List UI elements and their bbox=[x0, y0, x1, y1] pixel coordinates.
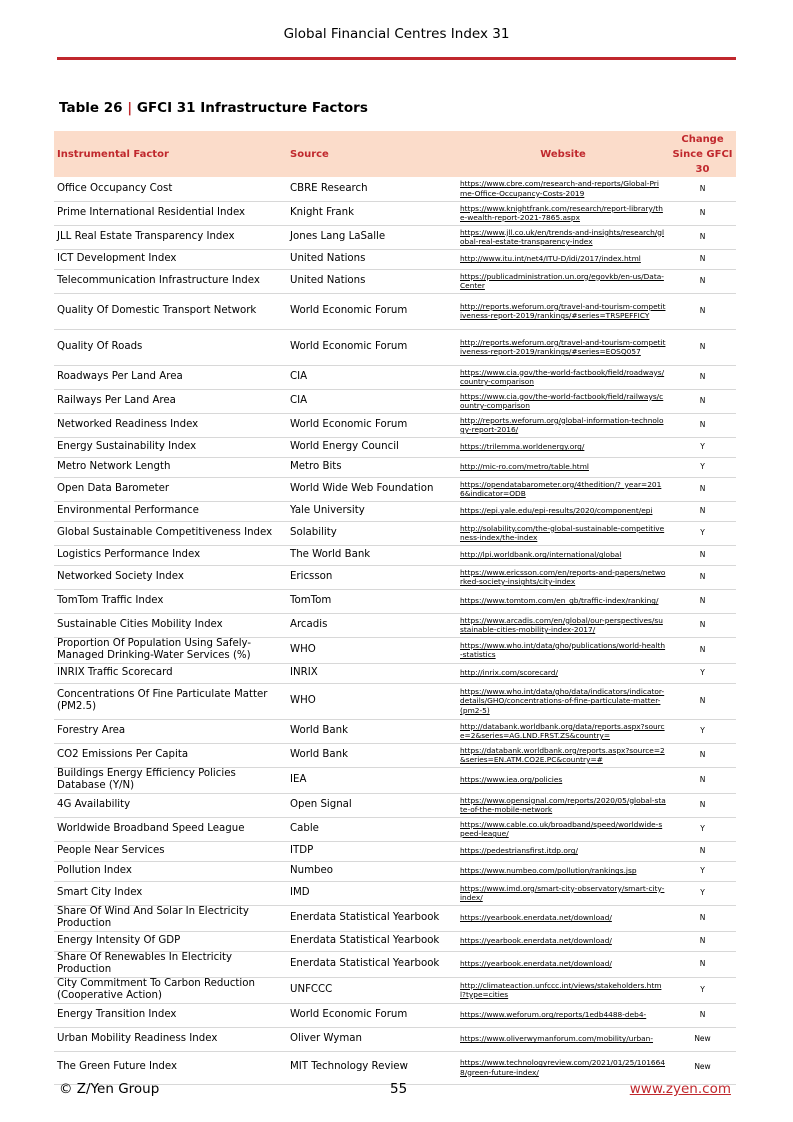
website-link[interactable]: http://reports.weforum.org/travel-and-tourism-competitiveness-report-2019/rankings/#series=EOSQ057 bbox=[457, 329, 669, 365]
table-row bbox=[54, 663, 736, 683]
website-link[interactable]: http://reports.weforum.org/global-information-technology-report-2016/ bbox=[457, 413, 669, 437]
website-link[interactable]: https://databank.worldbank.org/reports.aspx?source=2&series=EN.ATM.CO2E.PC&country=# bbox=[457, 743, 669, 767]
table-row bbox=[54, 225, 736, 249]
factor-cell: Share Of Renewables In Electricity Production bbox=[54, 951, 287, 977]
source-cell: World Energy Council bbox=[287, 437, 457, 457]
column-header-factor: Instrumental Factor bbox=[54, 131, 287, 177]
table-row bbox=[54, 389, 736, 413]
source-cell: IEA bbox=[287, 767, 457, 793]
table-row bbox=[54, 293, 736, 329]
source-cell: The World Bank bbox=[287, 545, 457, 565]
table-row bbox=[54, 743, 736, 767]
change-cell: Y bbox=[669, 881, 736, 905]
change-cell: Y bbox=[669, 861, 736, 881]
factor-cell: TomTom Traffic Index bbox=[54, 589, 287, 613]
website-link[interactable]: https://www.technologyreview.com/2021/01/25/1016648/green-future-index/ bbox=[457, 1051, 669, 1084]
column-header-change: Change Since GFCI 30 bbox=[669, 131, 736, 177]
source-cell: Metro Bits bbox=[287, 457, 457, 477]
website-link[interactable]: https://www.oliverwymanforum.com/mobility/urban- bbox=[457, 1027, 669, 1051]
source-cell: United Nations bbox=[287, 269, 457, 293]
factor-cell: INRIX Traffic Scorecard bbox=[54, 663, 287, 683]
website-link[interactable]: https://www.tomtom.com/en_gb/traffic-index/ranking/ bbox=[457, 589, 669, 613]
change-cell: N bbox=[669, 545, 736, 565]
table-label: Table 26 bbox=[59, 100, 123, 116]
source-cell: Oliver Wyman bbox=[287, 1027, 457, 1051]
table-row bbox=[54, 365, 736, 389]
change-cell: N bbox=[669, 683, 736, 719]
website-link[interactable]: http://climateaction.unfccc.int/views/stakeholders.html?type=cities bbox=[457, 977, 669, 1003]
change-cell: Y bbox=[669, 663, 736, 683]
website-link[interactable]: https://yearbook.enerdata.net/download/ bbox=[457, 931, 669, 951]
source-cell: World Economic Forum bbox=[287, 1003, 457, 1027]
change-cell: New bbox=[669, 1051, 736, 1084]
factor-cell: Buildings Energy Efficiency Policies Database (Y/N) bbox=[54, 767, 287, 793]
website-link[interactable]: https://www.weforum.org/reports/1edb4488-deb4- bbox=[457, 1003, 669, 1027]
table-row bbox=[54, 683, 736, 719]
change-cell: N bbox=[669, 1003, 736, 1027]
factor-cell: Energy Sustainability Index bbox=[54, 437, 287, 457]
source-cell: UNFCCC bbox=[287, 977, 457, 1003]
factor-cell: Urban Mobility Readiness Index bbox=[54, 1027, 287, 1051]
source-cell: Solability bbox=[287, 521, 457, 545]
table-row bbox=[54, 1051, 736, 1084]
table-row bbox=[54, 477, 736, 501]
table-row bbox=[54, 413, 736, 437]
change-cell: Y bbox=[669, 437, 736, 457]
table-row bbox=[54, 793, 736, 817]
source-cell: Numbeo bbox=[287, 861, 457, 881]
table-row bbox=[54, 1027, 736, 1051]
change-cell: N bbox=[669, 767, 736, 793]
source-cell: MIT Technology Review bbox=[287, 1051, 457, 1084]
table-name: GFCI 31 Infrastructure Factors bbox=[136, 100, 368, 116]
change-cell: N bbox=[669, 637, 736, 663]
source-cell: IMD bbox=[287, 881, 457, 905]
column-header-website: Website bbox=[457, 131, 669, 177]
change-cell: N bbox=[669, 225, 736, 249]
table-row bbox=[54, 269, 736, 293]
factor-cell: Railways Per Land Area bbox=[54, 389, 287, 413]
change-cell: N bbox=[669, 951, 736, 977]
table-row bbox=[54, 589, 736, 613]
source-cell: ITDP bbox=[287, 841, 457, 861]
website-link[interactable]: https://www.knightfrank.com/research/report-library/the-wealth-report-2021-7865.aspx bbox=[457, 201, 669, 225]
table-row bbox=[54, 201, 736, 225]
website-link[interactable]: https://www.arcadis.com/en/global/our-perspectives/sustainable-cities-mobility-index-2017/ bbox=[457, 613, 669, 637]
table-row bbox=[54, 249, 736, 269]
change-cell: N bbox=[669, 589, 736, 613]
website-link[interactable]: http://mic-ro.com/metro/table.html bbox=[457, 457, 669, 477]
factor-cell: Office Occupancy Cost bbox=[54, 177, 287, 201]
header-rule bbox=[57, 57, 736, 60]
factor-cell: Prime International Residential Index bbox=[54, 201, 287, 225]
table-title-separator: | bbox=[127, 100, 133, 116]
footer-website-link[interactable]: www.zyen.com bbox=[629, 1081, 731, 1097]
factor-cell: Proportion Of Population Using Safely-Managed Drinking-Water Services (%) bbox=[54, 637, 287, 663]
website-link[interactable]: https://opendatabarometer.org/4thedition/?_year=2016&indicator=ODB bbox=[457, 477, 669, 501]
website-link[interactable]: https://yearbook.enerdata.net/download/ bbox=[457, 951, 669, 977]
source-cell: Knight Frank bbox=[287, 201, 457, 225]
source-cell: World Bank bbox=[287, 743, 457, 767]
website-link[interactable]: https://pedestriansfirst.itdp.org/ bbox=[457, 841, 669, 861]
table-row bbox=[54, 565, 736, 589]
website-link[interactable]: https://epi.yale.edu/epi-results/2020/component/epi bbox=[457, 501, 669, 521]
factor-cell: Quality Of Domestic Transport Network bbox=[54, 293, 287, 329]
factor-cell: Energy Transition Index bbox=[54, 1003, 287, 1027]
website-link[interactable]: https://www.who.int/data/gho/publications/world-health-statistics bbox=[457, 637, 669, 663]
website-link[interactable]: http://inrix.com/scorecard/ bbox=[457, 663, 669, 683]
source-cell: CIA bbox=[287, 365, 457, 389]
source-cell: Yale University bbox=[287, 501, 457, 521]
website-link[interactable]: https://www.ericsson.com/en/reports-and-papers/networked-society-insights/city-index bbox=[457, 565, 669, 589]
website-link[interactable]: https://trilemma.worldenergy.org/ bbox=[457, 437, 669, 457]
table-row bbox=[54, 905, 736, 931]
website-link[interactable]: https://www.cable.co.uk/broadband/speed/worldwide-speed-league/ bbox=[457, 817, 669, 841]
factor-cell: Quality Of Roads bbox=[54, 329, 287, 365]
website-link[interactable]: http://databank.worldbank.org/data/reports.aspx?source=2&series=AG.LND.FRST.ZS&country= bbox=[457, 719, 669, 743]
source-cell: Enerdata Statistical Yearbook bbox=[287, 951, 457, 977]
table-row bbox=[54, 977, 736, 1003]
website-link[interactable]: https://www.numbeo.com/pollution/rankings.jsp bbox=[457, 861, 669, 881]
change-cell: Y bbox=[669, 817, 736, 841]
change-cell: N bbox=[669, 905, 736, 931]
source-cell: Jones Lang LaSalle bbox=[287, 225, 457, 249]
website-link[interactable]: https://www.iea.org/policies bbox=[457, 767, 669, 793]
factor-cell: Smart City Index bbox=[54, 881, 287, 905]
factor-cell: Energy Intensity Of GDP bbox=[54, 931, 287, 951]
source-cell: CIA bbox=[287, 389, 457, 413]
change-cell: N bbox=[669, 413, 736, 437]
factor-cell: 4G Availability bbox=[54, 793, 287, 817]
source-cell: World Economic Forum bbox=[287, 293, 457, 329]
change-cell: N bbox=[669, 389, 736, 413]
factor-cell: Pollution Index bbox=[54, 861, 287, 881]
source-cell: World Economic Forum bbox=[287, 329, 457, 365]
website-link[interactable]: https://www.cia.gov/the-world-factbook/field/railways/country-comparison bbox=[457, 389, 669, 413]
factor-cell: JLL Real Estate Transparency Index bbox=[54, 225, 287, 249]
factor-cell: Metro Network Length bbox=[54, 457, 287, 477]
table-row bbox=[54, 931, 736, 951]
source-cell: WHO bbox=[287, 683, 457, 719]
website-link[interactable]: https://publicadministration.un.org/egovkb/en-us/Data-Center bbox=[457, 269, 669, 293]
factor-cell: Forestry Area bbox=[54, 719, 287, 743]
change-cell: N bbox=[669, 613, 736, 637]
source-cell: Cable bbox=[287, 817, 457, 841]
factor-cell: The Green Future Index bbox=[54, 1051, 287, 1084]
factor-cell: Sustainable Cities Mobility Index bbox=[54, 613, 287, 637]
source-cell: Enerdata Statistical Yearbook bbox=[287, 905, 457, 931]
source-cell: World Economic Forum bbox=[287, 413, 457, 437]
table-row bbox=[54, 457, 736, 477]
change-cell: N bbox=[669, 931, 736, 951]
table-row bbox=[54, 177, 736, 201]
table-row bbox=[54, 501, 736, 521]
table-row bbox=[54, 1003, 736, 1027]
table-row bbox=[54, 767, 736, 793]
page-number: 55 bbox=[390, 1081, 408, 1097]
source-cell: Ericsson bbox=[287, 565, 457, 589]
factor-cell: Global Sustainable Competitiveness Index bbox=[54, 521, 287, 545]
change-cell: N bbox=[669, 329, 736, 365]
change-cell: N bbox=[669, 365, 736, 389]
website-link[interactable]: https://www.who.int/data/gho/data/indicators/indicator-details/GHO/concentrations-of-fine-particulate-matter-(pm2-5) bbox=[457, 683, 669, 719]
table-row bbox=[54, 881, 736, 905]
infrastructure-factors-table bbox=[54, 131, 736, 1085]
website-link[interactable]: https://www.jll.co.uk/en/trends-and-insights/research/global-real-estate-transparency-index bbox=[457, 225, 669, 249]
footer-copyright: © Z/Yen Group bbox=[59, 1081, 160, 1097]
change-cell: N bbox=[669, 477, 736, 501]
website-link[interactable]: https://yearbook.enerdata.net/download/ bbox=[457, 905, 669, 931]
change-cell: N bbox=[669, 793, 736, 817]
factor-cell: City Commitment To Carbon Reduction (Cooperative Action) bbox=[54, 977, 287, 1003]
table-row bbox=[54, 613, 736, 637]
factor-cell: People Near Services bbox=[54, 841, 287, 861]
source-cell: INRIX bbox=[287, 663, 457, 683]
website-link[interactable]: https://www.imd.org/smart-city-observatory/smart-city-index/ bbox=[457, 881, 669, 905]
change-cell: N bbox=[669, 201, 736, 225]
change-cell: N bbox=[669, 293, 736, 329]
source-cell: Open Signal bbox=[287, 793, 457, 817]
column-header-source: Source bbox=[287, 131, 457, 177]
change-cell: Y bbox=[669, 977, 736, 1003]
website-link[interactable]: https://www.cia.gov/the-world-factbook/field/roadways/country-comparison bbox=[457, 365, 669, 389]
source-cell: WHO bbox=[287, 637, 457, 663]
page-header-title: Global Financial Centres Index 31 bbox=[283, 26, 510, 42]
website-link[interactable]: http://lpi.worldbank.org/international/global bbox=[457, 545, 669, 565]
change-cell: N bbox=[669, 841, 736, 861]
factor-cell: Open Data Barometer bbox=[54, 477, 287, 501]
change-cell: Y bbox=[669, 457, 736, 477]
source-cell: World Wide Web Foundation bbox=[287, 477, 457, 501]
table-row bbox=[54, 521, 736, 545]
table-row bbox=[54, 329, 736, 365]
table-row bbox=[54, 861, 736, 881]
change-cell: Y bbox=[669, 719, 736, 743]
website-link[interactable]: https://www.opensignal.com/reports/2020/05/global-state-of-the-mobile-network bbox=[457, 793, 669, 817]
factor-cell: ICT Development Index bbox=[54, 249, 287, 269]
table-row bbox=[54, 951, 736, 977]
table-header-row bbox=[54, 131, 736, 177]
factor-cell: Roadways Per Land Area bbox=[54, 365, 287, 389]
source-cell: United Nations bbox=[287, 249, 457, 269]
factor-cell: Networked Readiness Index bbox=[54, 413, 287, 437]
factor-cell: Networked Society Index bbox=[54, 565, 287, 589]
factor-cell: Worldwide Broadband Speed League bbox=[54, 817, 287, 841]
change-cell: N bbox=[669, 743, 736, 767]
change-cell: N bbox=[669, 177, 736, 201]
table-row bbox=[54, 437, 736, 457]
change-cell: New bbox=[669, 1027, 736, 1051]
change-cell: N bbox=[669, 565, 736, 589]
table-title bbox=[59, 100, 368, 116]
factor-cell: CO2 Emissions Per Capita bbox=[54, 743, 287, 767]
source-cell: Arcadis bbox=[287, 613, 457, 637]
factor-cell: Concentrations Of Fine Particulate Matter (PM2.5) bbox=[54, 683, 287, 719]
factor-cell: Logistics Performance Index bbox=[54, 545, 287, 565]
table-row bbox=[54, 841, 736, 861]
website-link[interactable]: https://www.cbre.com/research-and-reports/Global-Prime-Office-Occupancy-Costs-2019 bbox=[457, 177, 669, 201]
website-link[interactable]: http://www.itu.int/net4/ITU-D/idi/2017/index.html bbox=[457, 249, 669, 269]
change-cell: N bbox=[669, 501, 736, 521]
table-row bbox=[54, 545, 736, 565]
factor-cell: Telecommunication Infrastructure Index bbox=[54, 269, 287, 293]
website-link[interactable]: http://solability.com/the-global-sustainable-competitiveness-index/the-index bbox=[457, 521, 669, 545]
source-cell: TomTom bbox=[287, 589, 457, 613]
factor-cell: Environmental Performance bbox=[54, 501, 287, 521]
source-cell: Enerdata Statistical Yearbook bbox=[287, 931, 457, 951]
change-cell: N bbox=[669, 249, 736, 269]
website-link[interactable]: http://reports.weforum.org/travel-and-tourism-competitiveness-report-2019/rankings/#series=TRSPEFFICY bbox=[457, 293, 669, 329]
change-cell: N bbox=[669, 269, 736, 293]
change-cell: Y bbox=[669, 521, 736, 545]
table-row bbox=[54, 719, 736, 743]
table-row bbox=[54, 817, 736, 841]
table-row bbox=[54, 637, 736, 663]
source-cell: World Bank bbox=[287, 719, 457, 743]
factor-cell: Share Of Wind And Solar In Electricity Production bbox=[54, 905, 287, 931]
source-cell: CBRE Research bbox=[287, 177, 457, 201]
